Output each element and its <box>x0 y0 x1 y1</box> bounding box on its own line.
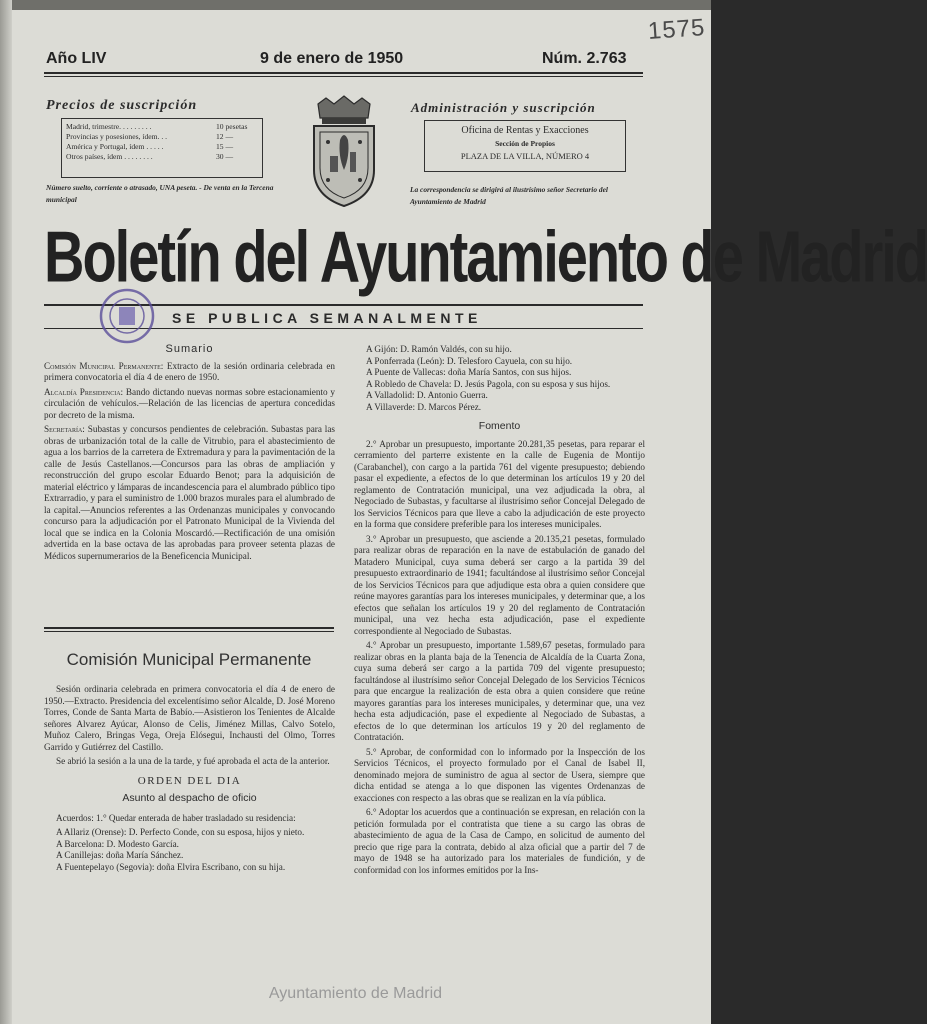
fomento-item: 3.° Aprobar un presupuesto, que asciende a 20.135,21 pesetas, formulado para realizar obras de reparación en la nave de estabulación de ganado del Matadero Municipal, cuya suma deberá ser cargo a la partida 39 del presupuesto extraordinario de 1941; facultándose al ilustrísimo señor Concejal de los Servicios Técnicos para que adjudique esta obra a quien considere que reúne mayores garantías para los intereses municipales, y determinar que, a los efectos que señalan los artículos 19 y 20 del reglamento de Contratación municipal, una vez hecha esta adjudicación, pase el expediente correspondiente al Negociado de Subastas. <box>354 533 645 636</box>
masthead-tagline: SE PUBLICA SEMANALMENTE <box>172 310 482 326</box>
price-row: América y Portugal, ídem . . . . . 15 — <box>66 142 234 151</box>
residence-move: A Gijón: D. Ramón Valdés, con su hijo. <box>366 344 512 354</box>
session-column-left <box>44 684 335 873</box>
acuerdos-intro: Acuerdos: 1.° Quedar enterada de haber trasladado su residencia: <box>56 812 296 823</box>
header-rule <box>44 72 643 74</box>
office-name: Oficina de Rentas y Exacciones <box>461 125 589 136</box>
summary-entry: Alcaldía Presidencia: Bando dictando nuevas normas sobre estacionamiento y circulación de vehículos.—Relación de las licencias de apertura concedidas por decreto de la misma. <box>44 386 336 420</box>
office-address: PLAZA DE LA VILLA, NÚMERO 4 <box>460 151 590 161</box>
summary-entry: Secretaría: Subastas y concursos pendientes de celebración. Subastas para las obras de urbanización total de la calle de Vitrubio, para el abastecimiento de agua a los barrios de la carretera de Extremadura y para la pavimentación de la calle de Jesús Castellanos.—Concursos para las obras de ampliación y reconstrucción del grupo escolar Eduardo Benot; para la adquisición de material eléctrico y lámparas de incandescencia para el alumbrado público tipo Extrarradio, y para el suministro de 1.000 brazos murales para el alumbrado de la capital.—Anuncios referentes a las Ordenanzas municipales y convocando concurso para la adjudicación por el Patronato Municipal de la Vivienda del local que se indica en la Colonia Moscardó.—Rectificación de una omisión advertida en la base octava de las aprobadas para proveer setenta plazas de Médicos supernumerarios de la Beneficencia Municipal. <box>44 424 335 561</box>
summary-entry: Comisión Municipal Permanente: Extracto de la sesión ordinaria celebrada en primera convocatoria el día 4 de enero de 1950. <box>44 360 336 382</box>
asunto-heading: Asunto al despacho de oficio <box>122 792 257 804</box>
office-box <box>424 120 626 172</box>
residence-move: A Ponferrada (León): D. Telesforo Cayuela, con su hijo. <box>366 355 573 366</box>
price-row: Provincias y posesiones, ídem. . . 12 — <box>66 132 234 141</box>
residence-move: A Valladolid: D. Antonio Guerra. <box>366 390 488 400</box>
masthead-title: Boletín del Ayuntamiento de Madrid <box>44 215 927 298</box>
orden-del-dia-heading: ORDEN DEL DIA <box>137 774 242 787</box>
residence-move: A Barcelona: D. Modesto García. <box>56 838 179 849</box>
summary-rule <box>44 627 334 629</box>
summary-title: Sumario <box>165 343 214 355</box>
manuscript-page-number: 1575 <box>646 14 706 45</box>
issue-number: Núm. 2.763 <box>542 50 627 67</box>
residence-move: A Robledo de Chavela: D. Jesús Pagola, con su esposa y sus hijos. <box>366 378 611 389</box>
office-section: Sección de Propios <box>495 139 555 148</box>
header-rule-thin <box>44 76 643 77</box>
residence-move: A Allariz (Orense): D. Perfecto Conde, con su esposa, hijos y nieto. <box>56 827 305 837</box>
session-heading: Comisión Municipal Permanente <box>66 650 312 669</box>
fomento-heading: Fomento <box>478 420 521 432</box>
subscription-title: Precios de suscripción <box>46 98 198 113</box>
correspondence-note: La correspondencia se dirigirá al ilustrísimo señor Secretario del Ayuntamiento de Madrid <box>410 185 608 206</box>
price-table <box>61 118 263 178</box>
session-opened: Se abrió la sesión a la una de la tarde, y fué aprobada el acta de la anterior. <box>56 756 330 766</box>
summary-column <box>44 344 335 565</box>
residence-move: A Villaverde: D. Marcos Pérez. <box>366 401 482 412</box>
fomento-item: 5.° Aprobar, de conformidad con lo informado por la Inspección de los Servicios Técnicos, el proyecto formulado por el Canal de Isabel II, denominado mejora de suministro de agua al sector de Usera, siempre que dicha entidad se atenga a lo que disponen las vigentes Ordenanzas de exacciones con respecto a las obras que se realizan en la vía pública. <box>354 746 645 803</box>
price-row: Madrid, trimestre. . . . . . . . . 10 pesetas <box>66 122 248 131</box>
issue-date: 9 de enero de 1950 <box>260 50 404 67</box>
session-column-right <box>354 344 645 879</box>
issue-year: Año LIV <box>46 50 107 67</box>
session-intro: Sesión ordinaria celebrada en primera convocatoria el día 4 de enero de 1950.—Extracto. Presidencia del excelentísimo señor Alcalde, D. José Moreno Torres, Conde de Santa Marta de Babío.—Asistieron los Tenientes de Alcalde señores Alvarez Ayúcar, Alonso de Celis, Jiménez Millas, Calvo Sotelo, Muñoz Calero, Bringas Vega, Oreja Elósegui, Inchausti del Olmo, Torres Garrido y Gutiérrez del Castillo. <box>44 684 335 752</box>
top-scan-edge <box>0 0 711 10</box>
residence-move: A Canillejas: doña María Sánchez. <box>56 850 184 860</box>
fomento-item: 2.° Aprobar un presupuesto, importante 20.281,35 pesetas, para reparar el cerramiento del parterre existente en la calle de Eugenia de Montijo (Carabanchel), con cargo a la partida 761 del vigente presupuesto; debiendo pasar el expediente, a efectos de lo que determinan los artículos 19 y 20 del reglamento de Contratación municipal, una vez adjudicada la obra, al Negociado de Subastas, y facultarse al ilustrísimo señor Concejal Delegado de los Servicios Técnicos para que lleve a cabo la adjudicación de este proyecto en la forma que considere preferible para los intereses municipales. <box>354 438 645 529</box>
price-row: Otros países, ídem . . . . . . . . 30 — <box>66 152 234 161</box>
administration-title: Administración y suscripción <box>411 100 596 115</box>
madrid-coat-of-arms <box>304 96 384 208</box>
fomento-item: 4.° Aprobar un presupuesto, importante 1.589,67 pesetas, formulado para realizar obras en la planta baja de la Tenencia de Alcaldía de la Cuarta Zona, cuya suma deberá ser cargo a la partida 709 del vigente presupuesto; facultándose al ilustrísimo señor Concejal Delegado de los Servicios Técnicos para que encargue la realización de esta obra a quien considere que reúne mayores garantías para los intereses municipales, y determinar que, una vez hecha esta adjudicación, pase el expediente al Negociado de Subastas, a efectos de lo que determinan los artículos 19 y 20 del reglamento de Contratación. <box>354 640 645 742</box>
residence-move: A Puente de Vallecas: doña María Santos, con sus hijos. <box>366 367 572 377</box>
summary-rule-thin <box>44 631 334 632</box>
single-copy-note: Número suelto, corriente o atrasado, UNA peseta. - De venta en la Tercena municipal <box>46 183 274 204</box>
fomento-item: 6.° Adoptar los acuerdos que a continuación se expresan, en relación con la petición formulada por el contratista que tiene a su cargo las obras de abastecimiento de agua de la Casa de Campo, en solicitud de aumento del precio que rige para la contrata, debido al alza oficial que a partir del 7 de mayo de 1948 se ha autorizado para los materiales de fundición, y de conformidad con los informes emitidos por la Ins- <box>354 807 645 875</box>
library-stamp <box>97 288 157 344</box>
residence-move: A Fuentepelayo (Segovia): doña Elvira Escribano, con su hija. <box>56 861 286 872</box>
binding-edge <box>0 0 12 1024</box>
archive-watermark: Ayuntamiento de Madrid <box>268 985 443 1002</box>
